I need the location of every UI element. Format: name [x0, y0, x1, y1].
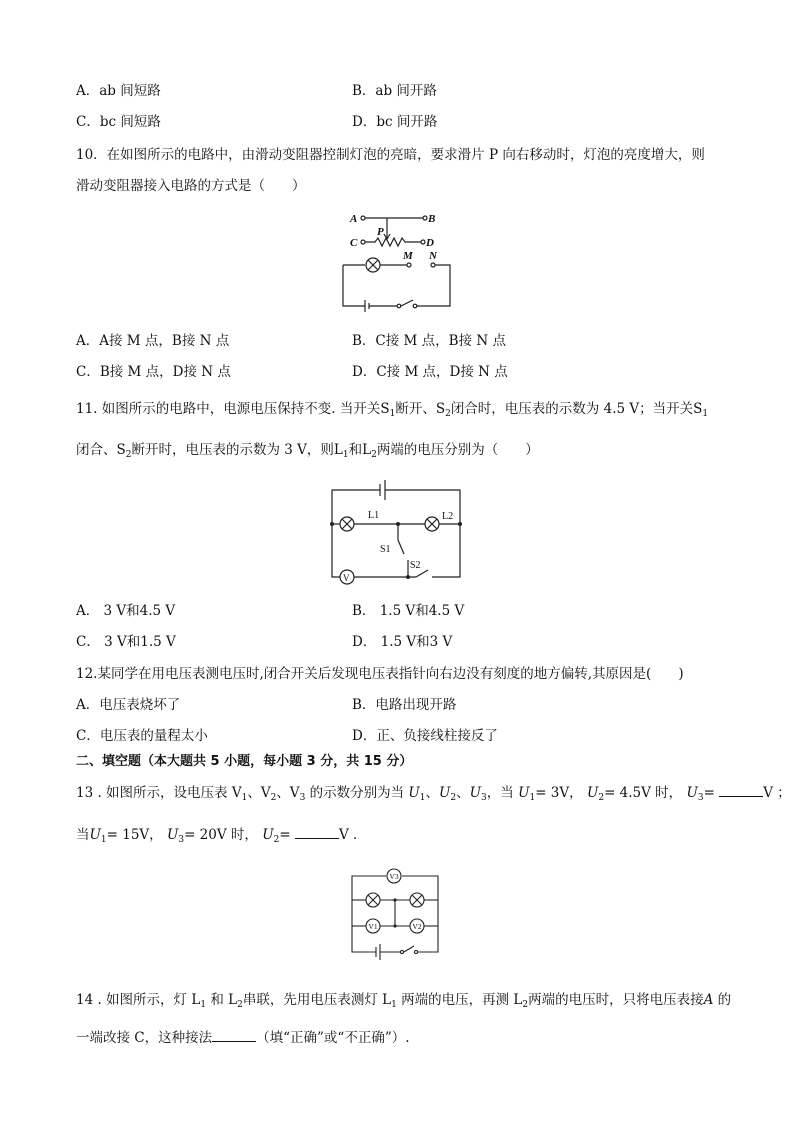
q11-label-l1: L1 — [368, 510, 380, 521]
q13-answer-blank-1[interactable] — [719, 784, 763, 797]
q10-label-d: D — [426, 237, 434, 249]
q11-option-c: C． 3 V和1.5 V — [76, 634, 176, 650]
q9-option-d: D．bc 间开路 — [352, 114, 438, 130]
q10-circuit-figure — [335, 205, 465, 315]
q13-label-v1: V1 — [368, 922, 378, 931]
q11-option-d: D． 1.5 V和3 V — [352, 634, 453, 650]
q10-option-d: D．C接 M 点，D接 N 点 — [352, 364, 508, 380]
q10-label-c: C — [350, 237, 358, 249]
q11-label-l2: L2 — [442, 511, 454, 522]
q10-option-c: C．B接 M 点，D接 N 点 — [76, 364, 231, 380]
q13-label-v2: V2 — [412, 922, 422, 931]
q11-label-v: V — [343, 573, 350, 583]
q12-option-b: B．电路出现开路 — [352, 697, 457, 713]
q13-label-v3: V3 — [389, 872, 399, 881]
q14-stem-line1: 14 . 如图所示，灯 $L_1$ 和 $L_2$串联，先用电压表测灯 $L_1$ 两端的电压，再测 $L_2$两端的电压时，只将电压表接A 的 — [76, 992, 732, 1010]
q13-stem-line2: 当$U_1= 15V$， $U_3= 20V$ 时， $U_2= V$ ． — [76, 827, 367, 845]
q11-circuit-figure — [328, 478, 468, 583]
q10-option-a: A．A接 M 点，B接 N 点 — [76, 333, 230, 349]
q12-option-c: C．电压表的量程太小 — [76, 728, 208, 744]
q11-stem-line1: 11. 如图所示的电路中，电源电压保持不变. 当开关$S_1$断开、$S_2$闭合时，电压表的示数为 4.5 V；当开关$S_1$ — [76, 401, 709, 419]
q10-label-b: B — [428, 213, 436, 225]
q11-label-s2: S2 — [410, 560, 421, 571]
q14-stem-line2: 一端改接 C，这种接法 （填“正确”或“不正确”）. — [76, 1030, 410, 1046]
q11-stem-line2: 闭合、$S_2$断开时，电压表的示数为 3 V，则$L_1$和$L_2$两端的电压分别为（ ） — [76, 442, 539, 460]
q9-option-b: B．ab 间开路 — [352, 83, 437, 99]
q13-answer-blank-2[interactable] — [295, 826, 339, 839]
q10-option-b: B．C接 M 点，B接 N 点 — [352, 333, 506, 349]
q9-option-a: A．ab 间短路 — [76, 83, 161, 99]
q14-answer-blank[interactable] — [212, 1029, 256, 1042]
q12-stem: 12.某同学在用电压表测电压时,闭合开关后发现电压表指针向右边没有刻度的地方偏转,其原因是( ) — [76, 666, 684, 682]
q9-option-c: C．bc 间短路 — [76, 114, 161, 130]
q13-stem-line1: 13 . 如图所示，设电压表 $V_1$、$V_2$、$V_3$ 的示数分别为当 $U_1$、$U_2$、$U_3$，当 $U_1= 3V$， $U_2= 4.5V$ 时， $U_3= V$ ； — [76, 785, 791, 803]
q10-stem-line1: 10．在如图所示的电路中，由滑动变阻器控制灯泡的亮暗，要求滑片 P 向右移动时，灯泡的亮度增大，则 — [76, 147, 705, 163]
q11-label-s1: S1 — [380, 544, 391, 555]
q10-label-a: A — [350, 213, 358, 225]
q10-label-n: N — [429, 250, 437, 262]
section-heading-fill-in: 二、填空题（本大题共 5 小题，每小题 3 分，共 15 分） — [76, 754, 413, 769]
q10-label-m: M — [403, 250, 413, 262]
q12-option-d: D．正、负接线柱接反了 — [352, 728, 498, 744]
q12-option-a: A．电压表烧坏了 — [76, 697, 181, 713]
q13-circuit-figure — [348, 866, 443, 961]
q10-label-p: P — [377, 226, 384, 238]
q11-option-a: A． 3 V和4.5 V — [76, 603, 176, 619]
q10-stem-line2: 滑动变阻器接入电路的方式是（ ） — [76, 178, 306, 194]
q11-option-b: B． 1.5 V和4.5 V — [352, 603, 465, 619]
